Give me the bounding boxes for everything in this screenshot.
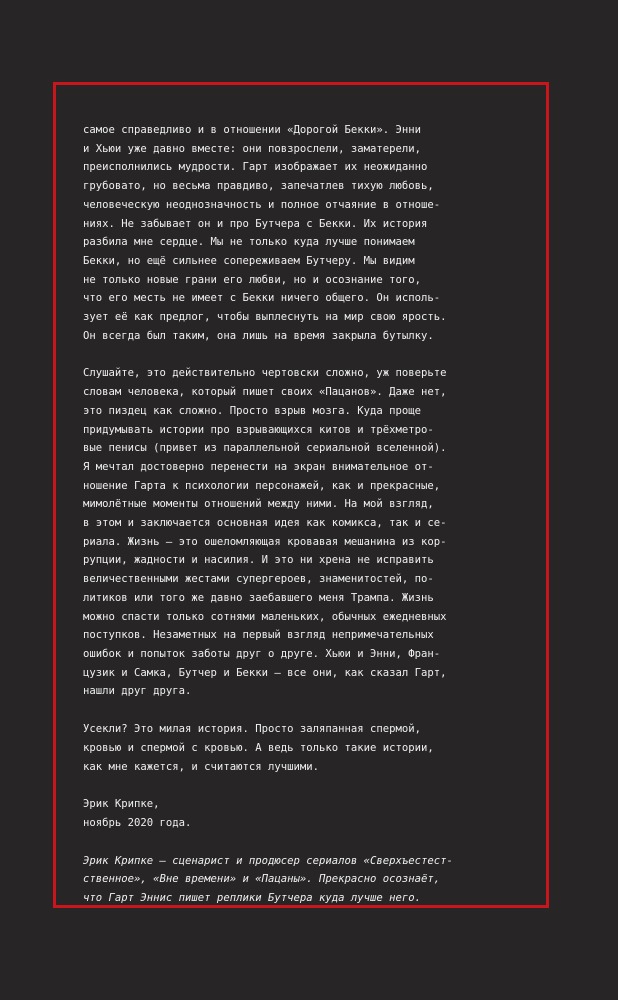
paragraph-1	[83, 121, 523, 345]
paragraph-2-line: рупции, жадности и насилия. И это ни хрена не исправить	[83, 554, 434, 567]
paragraph-2-line: можно спасти только сотнями маленьких, обычных ежедневных	[83, 610, 447, 623]
paragraph-2-line: величественными жестами супергероев, знаменитостей, по-	[83, 573, 434, 586]
signature-date: ноябрь 2020 года.	[83, 816, 192, 829]
paragraph-1-line: грубовато, но весьма правдиво, запечатлев тихую любовь,	[83, 180, 434, 193]
afterword-text	[83, 121, 523, 908]
paragraph-2-line: Слушайте, это действительно чертовски сложно, уж поверьте	[83, 367, 447, 380]
paragraph-2-line: словам человека, который пишет своих «Пацанов». Даже нет,	[83, 386, 447, 399]
paragraph-2-line: литиков или того же давно заебавшего меня Трампа. Жизнь	[83, 591, 434, 604]
paragraph-2-line: цузик и Самка, Бутчер и Бекки — все они, как сказал Гарт,	[83, 666, 447, 679]
paragraph-1-line: зует её как предлог, чтобы выплеснуть на мир свою ярость.	[83, 311, 447, 324]
paragraph-2-line: ношение Гарта к психологии персонажей, как и прекрасные,	[83, 479, 441, 492]
author-bio-line: Эрик Крипке — сценарист и продюсер сериалов «Сверхъестест-	[83, 854, 453, 867]
paragraph-2-line: в этом и заключается основная идея как комикса, так и се-	[83, 517, 447, 530]
author-bio-line: ственное», «Вне времени» и «Пацаны». Прекрасно осознаёт,	[83, 873, 441, 886]
author-bio-line: что Гарт Эннис пишет реплики Бутчера куда лучше него.	[83, 892, 422, 905]
paragraph-2-line: мимолётные моменты отношений между ними. На мой взгляд,	[83, 498, 434, 511]
paragraph-1-line: разбила мне сердце. Мы не только куда лучше понимаем	[83, 236, 415, 249]
author-bio	[83, 852, 523, 908]
paragraph-1-line: и Хьюи уже давно вместе: они повзрослели, заматерели,	[83, 142, 422, 155]
paragraph-2-line: риала. Жизнь — это ошеломляющая кровавая мешанина из кор-	[83, 535, 447, 548]
paragraph-1-line: ниях. Не забывает он и про Бутчера с Бекки. Их история	[83, 217, 428, 230]
paragraph-2-line: Я мечтал достоверно перенести на экран внимательное от-	[83, 460, 434, 473]
paragraph-1-line: Бекки, но ещё сильнее сопереживаем Бутчеру. Мы видим	[83, 254, 415, 267]
paragraph-2-line: вые пенисы (привет из параллельной сериальной вселенной).	[83, 442, 447, 455]
paragraph-2-line: ошибок и попыток заботы друг о друге. Хьюи и Энни, Фран-	[83, 647, 441, 660]
paragraph-3-line: кровью и спермой с кровью. А ведь только такие истории,	[83, 741, 434, 754]
paragraph-1-line: Он всегда был таким, она лишь на время закрыла бутылку.	[83, 329, 434, 342]
paragraph-3-line: Усекли? Это милая история. Просто заляпанная спермой,	[83, 723, 422, 736]
paragraph-1-line: самое справедливо и в отношении «Дорогой Бекки». Энни	[83, 124, 422, 136]
paragraph-2-line: нашли друг друга.	[83, 685, 192, 698]
paragraph-1-line: преисполнились мудрости. Гарт изображает их неожиданно	[83, 161, 428, 174]
paragraph-2-line: придумывать истории про взрывающихся китов и трёхметро-	[83, 423, 434, 436]
paragraph-2-line: это пиздец как сложно. Просто взрыв мозга. Куда проще	[83, 404, 422, 417]
paragraph-2-line: поступков. Незаметных на первый взгляд непримечательных	[83, 629, 434, 642]
paragraph-2	[83, 364, 523, 701]
signature-block	[83, 795, 523, 832]
paragraph-1-line: что его месть не имеет с Бекки ничего общего. Он исполь-	[83, 292, 441, 305]
paragraph-1-line: человеческую неоднозначность и полное отчаяние в отноше-	[83, 198, 441, 211]
paragraph-3	[83, 720, 523, 776]
signature-name: Эрик Крипке,	[83, 798, 160, 811]
paragraph-3-line: как мне кажется, и считаются лучшими.	[83, 760, 319, 773]
paragraph-1-line: не только новые грани его любви, но и осознание того,	[83, 273, 422, 286]
